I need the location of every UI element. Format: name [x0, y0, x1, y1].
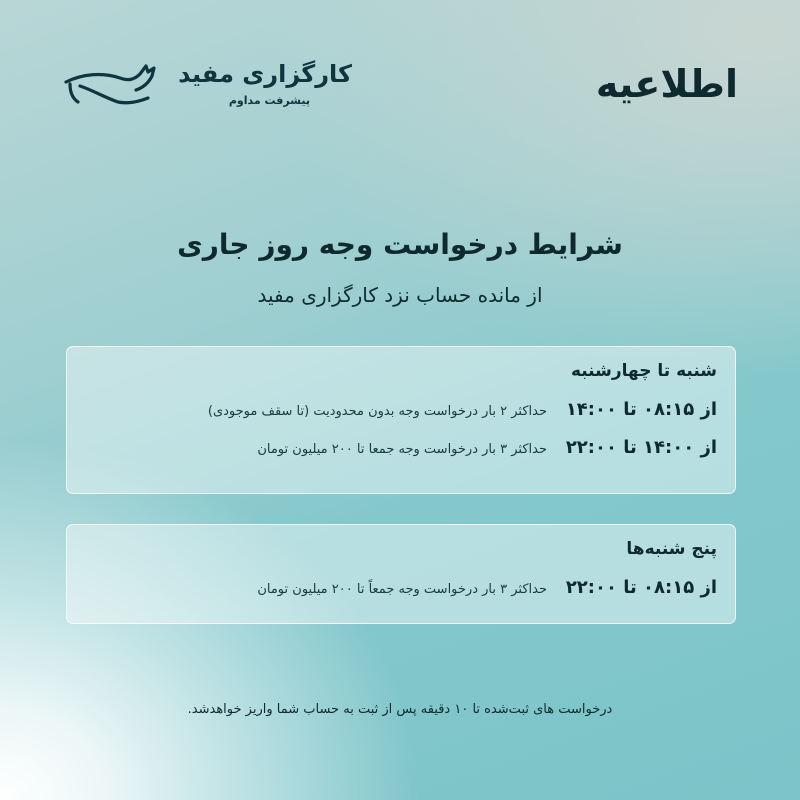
schedule-card-title: شنبه تا چهارشنبه: [570, 361, 717, 381]
horse-logo-icon: [62, 58, 162, 108]
schedule-card-thursday: [66, 524, 736, 624]
schedule-row: [85, 577, 717, 615]
schedule-row-time: از ۱۴:۰۰ تا ۲۲:۰۰: [565, 437, 717, 458]
schedule-row-time: از ۰۸:۱۵ تا ۱۴:۰۰: [565, 399, 717, 420]
page-title: شرایط درخواست وجه روز جاری: [177, 228, 623, 261]
schedule-row-time: از ۰۸:۱۵ تا ۲۲:۰۰: [565, 577, 717, 598]
schedule-row-desc: حداکثر ۳ بار درخواست وجه جمعاً تا ۲۰۰ میلیون تومان: [257, 582, 547, 597]
schedule-card-weekdays: [66, 346, 736, 494]
schedule-row-desc: حداکثر ۳ بار درخواست وجه جمعا تا ۲۰۰ میلیون تومان: [257, 442, 547, 457]
footer-note: درخواست های ثبت‌شده تا ۱۰ دقیقه پس از ثبت به حساب شما واریز خواهدشد.: [187, 702, 613, 717]
schedule-row: [85, 437, 717, 475]
page-subtitle: از مانده حساب نزد کارگزاری مفید: [257, 283, 543, 307]
schedule-card-title: پنج شنبه‌ها: [626, 539, 717, 559]
brand-logo: [62, 58, 352, 118]
brand-name: کارگزاری مفید: [178, 60, 352, 88]
notice-title: اطلاعیه: [595, 62, 738, 106]
schedule-row-desc: حداکثر ۲ بار درخواست وجه بدون محدودیت (تا سقف موجودی): [207, 404, 547, 419]
schedule-row: [85, 399, 717, 437]
brand-slogan: پیشرفت مداوم: [228, 94, 310, 107]
